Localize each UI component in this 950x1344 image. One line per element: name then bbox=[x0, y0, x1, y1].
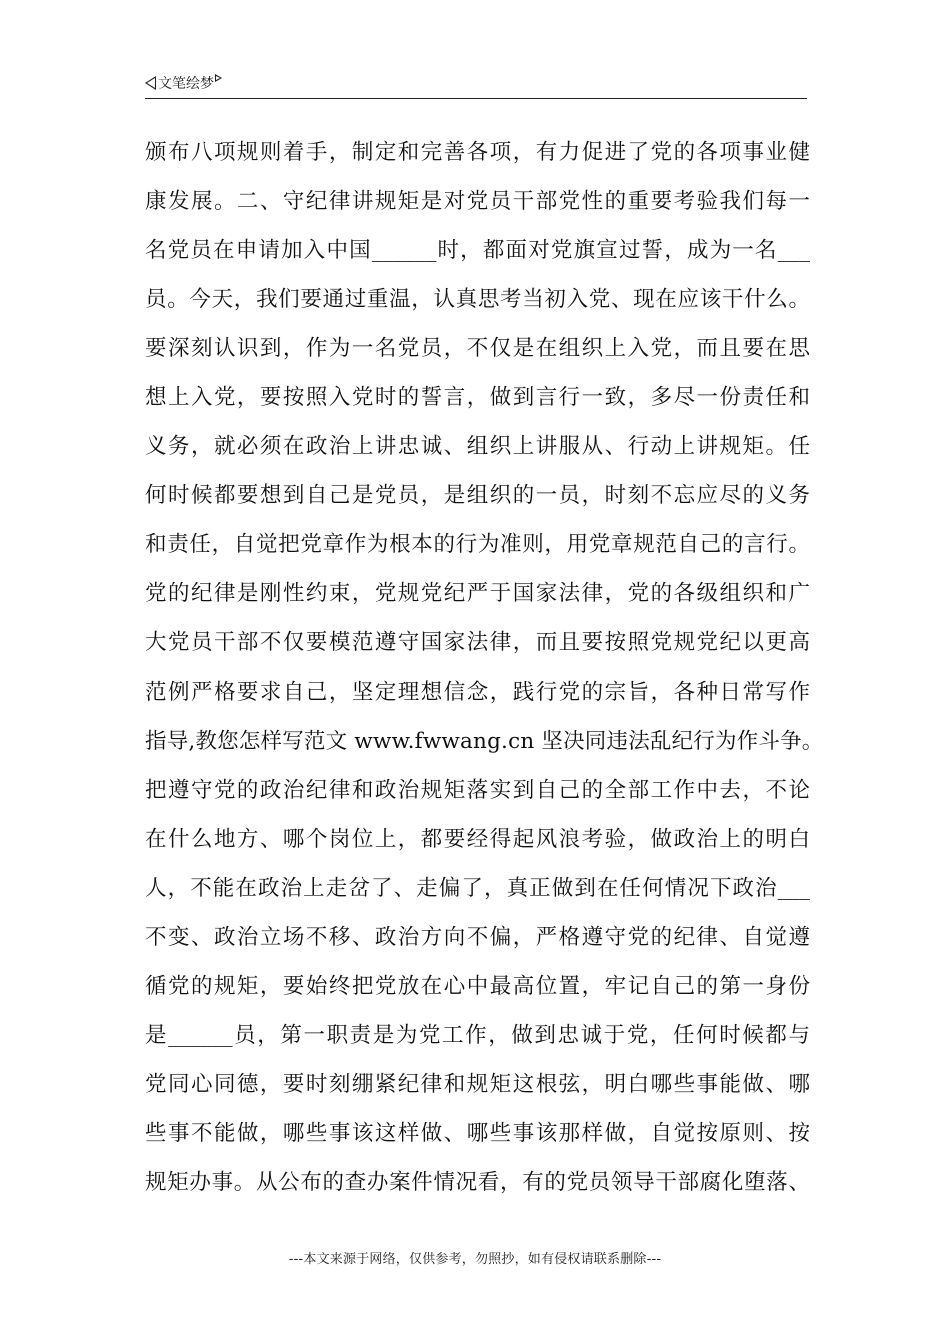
body-line: 义务，就必须在政治上讲忠诚、组织上讲服从、行动上讲规矩。任 bbox=[145, 434, 810, 460]
body-line: 想上入党，要按照入党时的誓言，做到言行一致，多尽一份责任和 bbox=[145, 385, 810, 411]
body-line: 名党员在申请加入中国______时，都面对党旗宣过誓，成为一名___ bbox=[145, 238, 810, 264]
body-line: 些事不能做，哪些事该这样做、哪些事该那样做，自觉按原则、按 bbox=[145, 1120, 810, 1146]
body-line: 不变、政治立场不移、政治方向不偏，严格遵守党的纪律、自觉遵 bbox=[145, 924, 810, 950]
header-title: 文笔绘梦 bbox=[158, 76, 214, 92]
body-line: 在什么地方、哪个岗位上，都要经得起风浪考验，做政治上的明白 bbox=[145, 826, 810, 852]
body-line: 把遵守党的政治纪律和政治规矩落实到自己的全部工作中去，不论 bbox=[145, 777, 810, 803]
body-line: 和责任，自觉把党章作为根本的行为准则，用党章规范自己的言行。 bbox=[145, 532, 810, 558]
body-line: 要深刻认识到，作为一名党员，不仅是在组织上入党，而且要在思 bbox=[145, 336, 810, 362]
body-line: 党的纪律是刚性约束，党规党纪严于国家法律，党的各级组织和广 bbox=[145, 581, 810, 607]
page-header bbox=[145, 74, 807, 99]
document-body bbox=[145, 131, 824, 1210]
body-line: 员。今天，我们要通过重温，认真思考当初入党、现在应该干什么。 bbox=[145, 287, 810, 313]
footer-notice: ---本文来源于网络，仅供参考，勿照抄，如有侵权请联系删除--- bbox=[288, 1252, 662, 1267]
body-line: 大党员干部不仅要模范遵守国家法律，而且要按照党规党纪以更高 bbox=[145, 630, 810, 656]
body-line: 康发展。二、守纪律讲规矩是对党员干部党性的重要考验我们每一 bbox=[145, 189, 810, 215]
body-line: 规矩办事。从公布的查办案件情况看，有的党员领导干部腐化堕落、 bbox=[145, 1169, 810, 1195]
body-line: 颁布八项规则着手，制定和完善各项，有力促进了党的各项事业健 bbox=[145, 140, 810, 165]
body-line: 何时候都要想到自己是党员，是组织的一员，时刻不忘应尽的义务 bbox=[145, 483, 810, 509]
body-line: 党同心同德，要时刻绷紧纪律和规矩这根弦，明白哪些事能做、哪 bbox=[145, 1071, 810, 1097]
body-line: 范例严格要求自己，坚定理想信念，践行党的宗旨，各种日常写作 bbox=[145, 679, 810, 705]
triangle-left-icon bbox=[145, 76, 156, 90]
body-line: 是______员，第一职责是为党工作，做到忠诚于党，任何时候都与 bbox=[145, 1022, 810, 1048]
body-line: 循党的规矩，要始终把党放在心中最高位置，牢记自己的第一身份 bbox=[145, 973, 810, 999]
triangle-right-icon bbox=[215, 74, 222, 82]
body-line: 指导,教您怎样写范文 www.fwwang.cn 坚决同违法乱纪行为作斗争。 bbox=[145, 728, 824, 754]
body-line: 人，不能在政治上走岔了、走偏了，真正做到在任何情况下政治___ bbox=[145, 875, 810, 901]
